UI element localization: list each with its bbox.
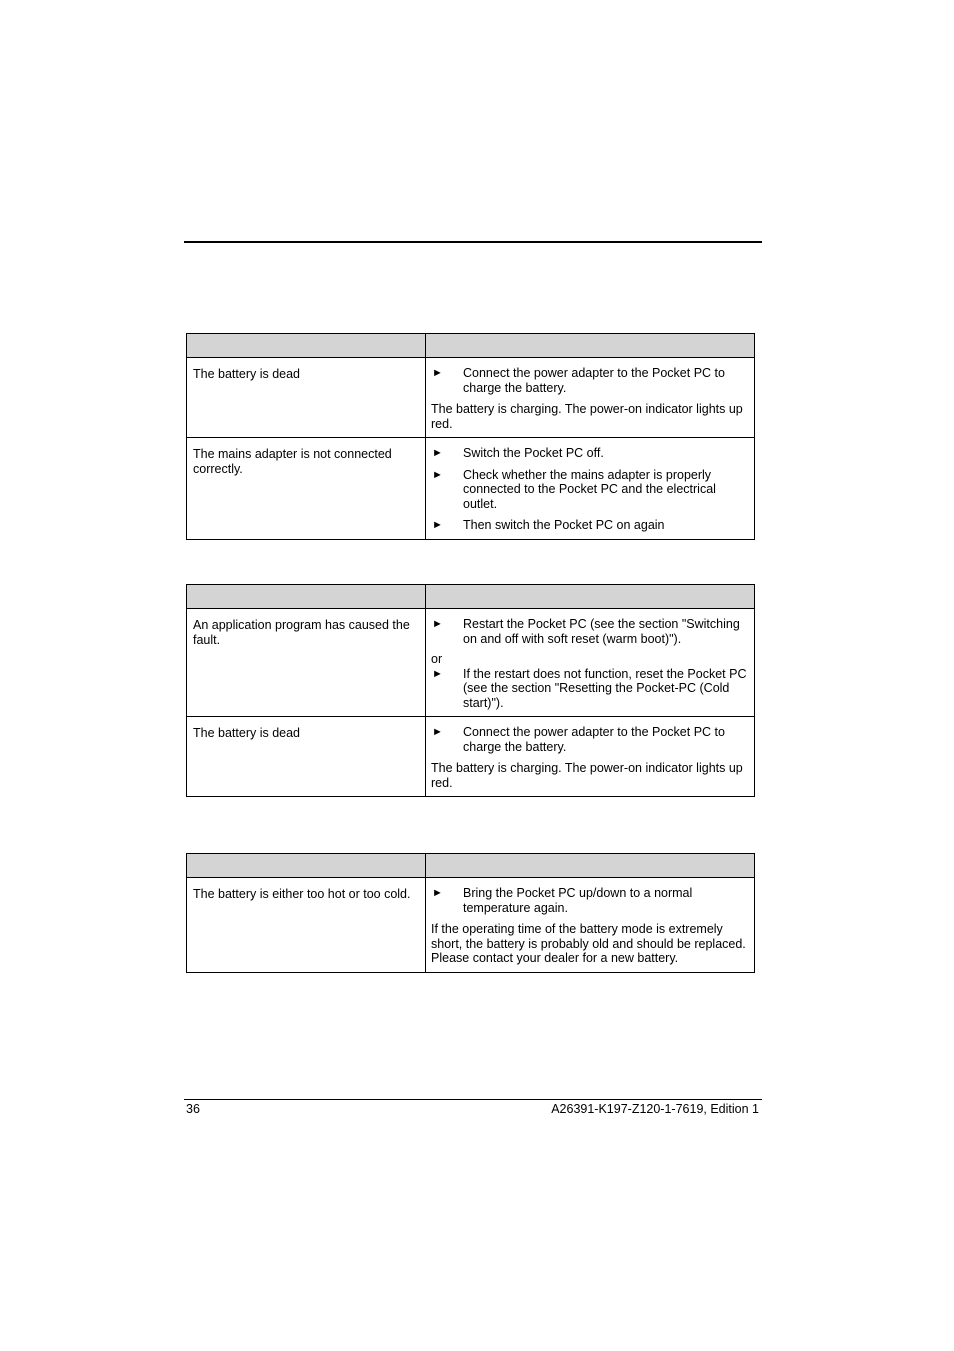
arrow-right-icon: ► [432,726,443,738]
cause-cell: The battery is either too hot or too cold. [187,878,426,973]
arrow-right-icon: ► [432,468,443,481]
table-row [187,609,755,717]
arrow-right-icon: ► [432,667,443,680]
step-item [431,366,749,395]
step-item [431,617,749,646]
table-row [187,717,755,797]
step-text: Then switch the Pocket PC on again [463,518,665,532]
arrow-right-icon: ► [432,447,443,459]
step-item [431,518,749,533]
arrow-right-icon: ► [432,519,443,531]
note-text: The battery is charging. The power-on indicator lights up red. [431,402,743,431]
fix-cell [426,717,755,797]
table-header-row [187,585,755,609]
step-item [431,468,749,512]
step-text: Bring the Pocket PC up/down to a normal temperature again. [463,886,693,915]
troubleshooting-table-1 [186,333,755,540]
fix-cell [426,358,755,438]
step-text: Check whether the mains adapter is properly connected to the Pocket PC and the electrical outlet. [463,467,716,511]
header-cell-cause [187,854,426,878]
troubleshooting-table-3 [186,853,755,973]
step-text: Connect the power adapter to the Pocket PC to charge the battery. [463,725,725,754]
cause-cell: An application program has caused the fault. [187,609,426,717]
arrow-right-icon: ► [432,618,443,630]
or-text: or [431,652,443,666]
arrow-right-icon: ► [432,887,443,899]
table-row [187,438,755,540]
note-text: If the operating time of the battery mode is extremely short, the battery is probably old and should be replaced. Please contact your dealer for a new battery. [431,922,746,965]
table-header-row [187,854,755,878]
step-text: Connect the power adapter to the Pocket PC to charge the battery. [463,366,725,395]
fix-cell [426,438,755,540]
header-cell-cause [187,334,426,358]
table-row [187,878,755,973]
header-cell-cause [187,585,426,609]
step-item [431,446,749,461]
step-text: If the restart does not function, reset the Pocket PC (see the section "Resetting the Pocket-PC (Cold start)"). [463,666,747,710]
header-rule [184,241,762,243]
step-text: Switch the Pocket PC off. [463,446,604,460]
step-item [431,886,749,915]
document-id: A26391-K197-Z120-1-7619, Edition 1 [551,1102,759,1116]
table-header-row [187,334,755,358]
troubleshooting-table-2 [186,584,755,797]
fix-cell [426,609,755,717]
fix-cell [426,878,755,973]
note-text: The battery is charging. The power-on indicator lights up red. [431,761,743,790]
step-item [431,725,749,754]
header-cell-fix [426,585,755,609]
cause-cell: The battery is dead [187,717,426,797]
footer-rule [184,1099,762,1100]
arrow-right-icon: ► [432,367,443,379]
step-item [431,667,749,711]
step-text: Restart the Pocket PC (see the section "Switching on and off with soft reset (warm boot)"). [463,617,740,646]
cause-cell: The battery is dead [187,358,426,438]
table-row [187,358,755,438]
header-cell-fix [426,334,755,358]
cause-cell: The mains adapter is not connected correctly. [187,438,426,540]
header-cell-fix [426,854,755,878]
page-number: 36 [186,1102,200,1116]
